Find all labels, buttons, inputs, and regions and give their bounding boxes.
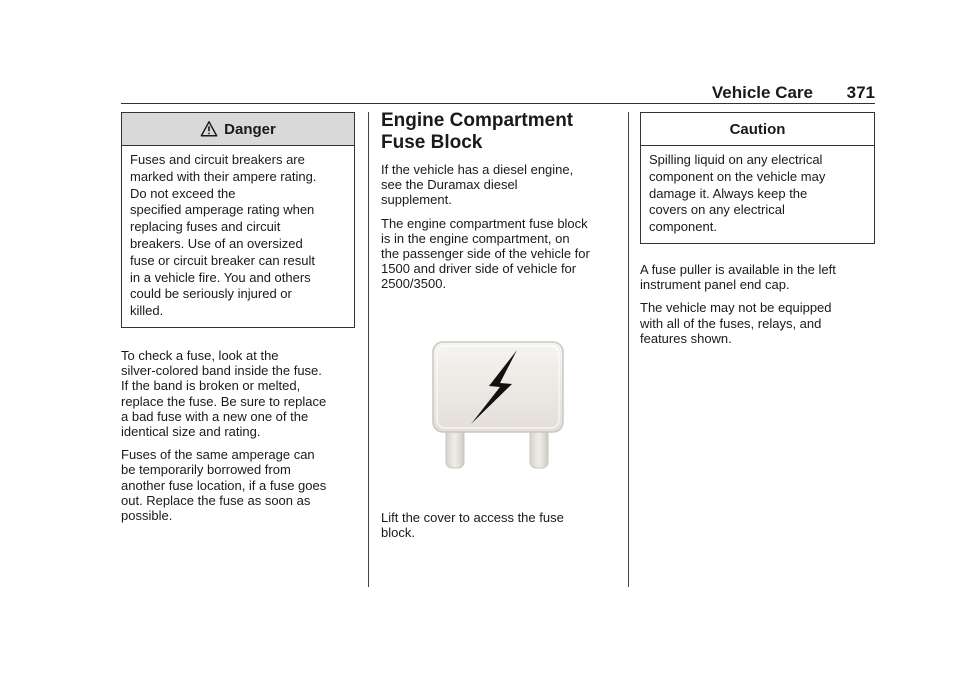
text-line: 2500/3500. <box>381 276 447 292</box>
text-line: silver-colored band inside the fuse. <box>121 363 322 379</box>
caution-box-title: Caution <box>729 120 786 138</box>
text-line: killed. <box>130 303 164 319</box>
text-line: Spilling liquid on any electrical <box>649 152 823 167</box>
paragraph <box>640 262 875 292</box>
text-line: covers on any electrical <box>649 202 785 218</box>
text-line: Fuses and circuit breakers are <box>130 152 305 167</box>
danger-box-header <box>122 113 354 146</box>
fuse-figure <box>381 300 615 510</box>
warning-triangle-icon <box>200 120 218 138</box>
text-line: supplement. <box>381 192 452 208</box>
danger-box <box>121 112 355 328</box>
column-2 <box>381 112 615 548</box>
column-divider <box>368 112 369 587</box>
text-line: could be seriously injured or <box>130 286 292 302</box>
paragraph <box>381 162 615 208</box>
text-line: instrument panel end cap. <box>640 277 790 293</box>
paragraph <box>381 216 615 292</box>
paragraph <box>121 447 355 523</box>
page-number: 371 <box>846 83 875 102</box>
text-line: be temporarily borrowed from <box>121 462 291 478</box>
paragraph <box>121 348 355 439</box>
text-line: marked with their ampere rating. <box>130 168 317 184</box>
text-line: the passenger side of the vehicle for <box>381 246 590 262</box>
text-line: possible. <box>121 508 173 523</box>
column-divider <box>628 112 629 587</box>
text-line: is in the engine compartment, on <box>381 230 570 246</box>
text-line: identical size and rating. <box>121 423 261 439</box>
text-line: If the vehicle has a diesel engine, <box>381 162 574 177</box>
text-line: out. Replace the fuse as soon as <box>121 492 311 508</box>
caution-box-header <box>641 113 874 146</box>
text-line: in a vehicle fire. You and others <box>130 269 311 285</box>
text-line: features shown. <box>640 330 732 346</box>
text-line: Lift the cover to access the fuse <box>381 509 564 525</box>
heading-line: Fuse Block <box>381 132 483 153</box>
text-line: component. <box>649 219 717 235</box>
text-line: A fuse puller is available in the left <box>640 261 836 277</box>
danger-box-title: Danger <box>224 120 276 138</box>
caution-box-body <box>641 146 874 243</box>
text-line: fuse or circuit breaker can result <box>130 252 315 268</box>
text-line: a bad fuse with a new one of the <box>121 408 309 424</box>
text-line: replacing fuses and circuit <box>130 219 281 235</box>
heading-line: Engine Compartment <box>381 110 574 131</box>
text-line: replace the fuse. Be sure to replace <box>121 393 327 409</box>
text-line: The engine compartment fuse block <box>381 215 588 231</box>
text-line: Do not exceed the <box>130 185 236 201</box>
text-line: another fuse location, if a fuse goes <box>121 477 327 493</box>
text-line: The vehicle may not be equipped <box>640 300 832 316</box>
danger-box-body <box>122 146 354 327</box>
text-line: block. <box>381 524 415 540</box>
text-line: Fuses of the same amperage can <box>121 447 315 463</box>
column-1 <box>121 112 355 531</box>
text-line: component on the vehicle may <box>649 168 826 184</box>
text-line: with all of the fuses, relays, and <box>640 315 822 331</box>
page-header <box>121 83 875 104</box>
text-line: breakers. Use of an oversized <box>130 235 303 251</box>
section-heading <box>381 110 615 154</box>
paragraph <box>640 300 875 346</box>
text-line: specified amperage rating when <box>130 202 315 218</box>
column-3 <box>640 112 875 354</box>
paragraph <box>381 510 615 540</box>
section-title: Vehicle Care <box>711 83 813 102</box>
text-line: To check a fuse, look at the <box>121 347 279 363</box>
text-line: see the Duramax diesel <box>381 177 518 193</box>
text-line: 1500 and driver side of vehicle for <box>381 261 577 277</box>
text-line: damage it. Always keep the <box>649 185 808 201</box>
fuse-lightning-icon <box>431 340 565 472</box>
text-line: If the band is broken or melted, <box>121 378 301 394</box>
caution-box <box>640 112 875 244</box>
